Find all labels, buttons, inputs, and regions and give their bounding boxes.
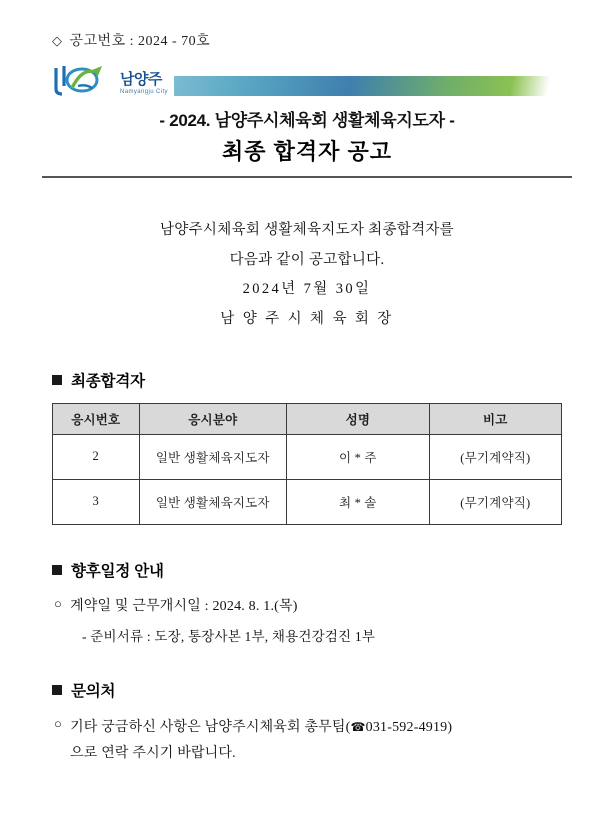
result-table	[52, 403, 562, 525]
schedule-item-text: 계약일 및 근무개시일 : 2024. 8. 1.(목)	[70, 598, 298, 614]
cell-number: 2	[53, 434, 140, 479]
square-bullet-icon	[52, 565, 62, 575]
section-heading-contact-label: 문의처	[71, 682, 116, 700]
notice-number-label: 공고번호 : 2024 - 70호	[69, 34, 211, 49]
telephone-icon: ☎	[350, 719, 366, 734]
cell-note: (무기계약직)	[429, 479, 561, 524]
cell-name: 최 * 솔	[287, 479, 430, 524]
schedule-subitem-text: 준비서류 : 도장, 통장사본 1부, 채용건강검진 1부	[90, 628, 376, 644]
contact-phone-number: 031-592-4919	[365, 719, 448, 735]
table-row	[53, 479, 562, 524]
diamond-icon: ◇	[52, 32, 63, 48]
city-logo	[52, 62, 174, 98]
intro-line-1: 남양주시체육회 생활체육지도자 최종합격자를	[160, 222, 454, 238]
section-heading-schedule	[52, 559, 574, 581]
logo-name-en: Namyangju City	[120, 89, 168, 95]
title-divider	[42, 176, 572, 178]
cell-name: 이 * 주	[287, 434, 430, 479]
notice-number	[52, 30, 574, 50]
column-header-field: 응시분야	[139, 403, 287, 434]
section-heading-result-label: 최종합격자	[71, 372, 145, 390]
table-header-row	[53, 403, 562, 434]
column-header-number: 응시번호	[53, 403, 140, 434]
intro-date: 2024년 7월 30일	[242, 281, 372, 298]
title-subtitle: - 2024. 남양주시체육회 생활체육지도자 -	[159, 111, 455, 130]
section-heading-contact	[52, 679, 574, 701]
section-heading-result	[52, 369, 574, 391]
contact-item	[54, 715, 574, 768]
cell-number: 3	[53, 479, 140, 524]
logo-text-group	[120, 72, 168, 98]
section-heading-schedule-label: 향후일정 안내	[71, 562, 164, 580]
cell-note: (무기계약직)	[429, 434, 561, 479]
contact-text-after: )	[447, 719, 453, 735]
logo-band	[40, 62, 574, 100]
contact-text-before: 기타 궁금하신 사항은 남양주시체육회 총무팀(	[70, 719, 351, 735]
column-header-name: 성명	[287, 403, 430, 434]
circle-bullet-icon: ○	[54, 595, 63, 611]
contact-text-group	[70, 715, 452, 768]
cell-field: 일반 생활체육지도자	[139, 479, 287, 524]
intro-paragraph	[40, 216, 574, 335]
intro-issuer: 남 양 주 시 체 육 회 장	[220, 311, 394, 328]
square-bullet-icon	[52, 685, 62, 695]
dash-bullet-icon: -	[82, 628, 87, 644]
intro-line-2: 다음과 같이 공고합니다.	[229, 251, 385, 268]
cell-field: 일반 생활체육지도자	[139, 434, 287, 479]
square-bullet-icon	[52, 375, 62, 385]
circle-bullet-icon: ○	[54, 715, 63, 731]
logo-name-ko: 남양주	[120, 71, 162, 88]
column-header-note: 비고	[429, 403, 561, 434]
schedule-subitem	[82, 625, 574, 645]
schedule-item	[54, 595, 574, 615]
page-title: 최종 합격자 공고	[222, 139, 392, 164]
table-row	[53, 434, 562, 479]
title-block	[40, 106, 574, 166]
contact-text-line2: 으로 연락 주시기 바랍니다.	[70, 746, 236, 762]
namyangju-emblem-icon	[52, 62, 114, 98]
